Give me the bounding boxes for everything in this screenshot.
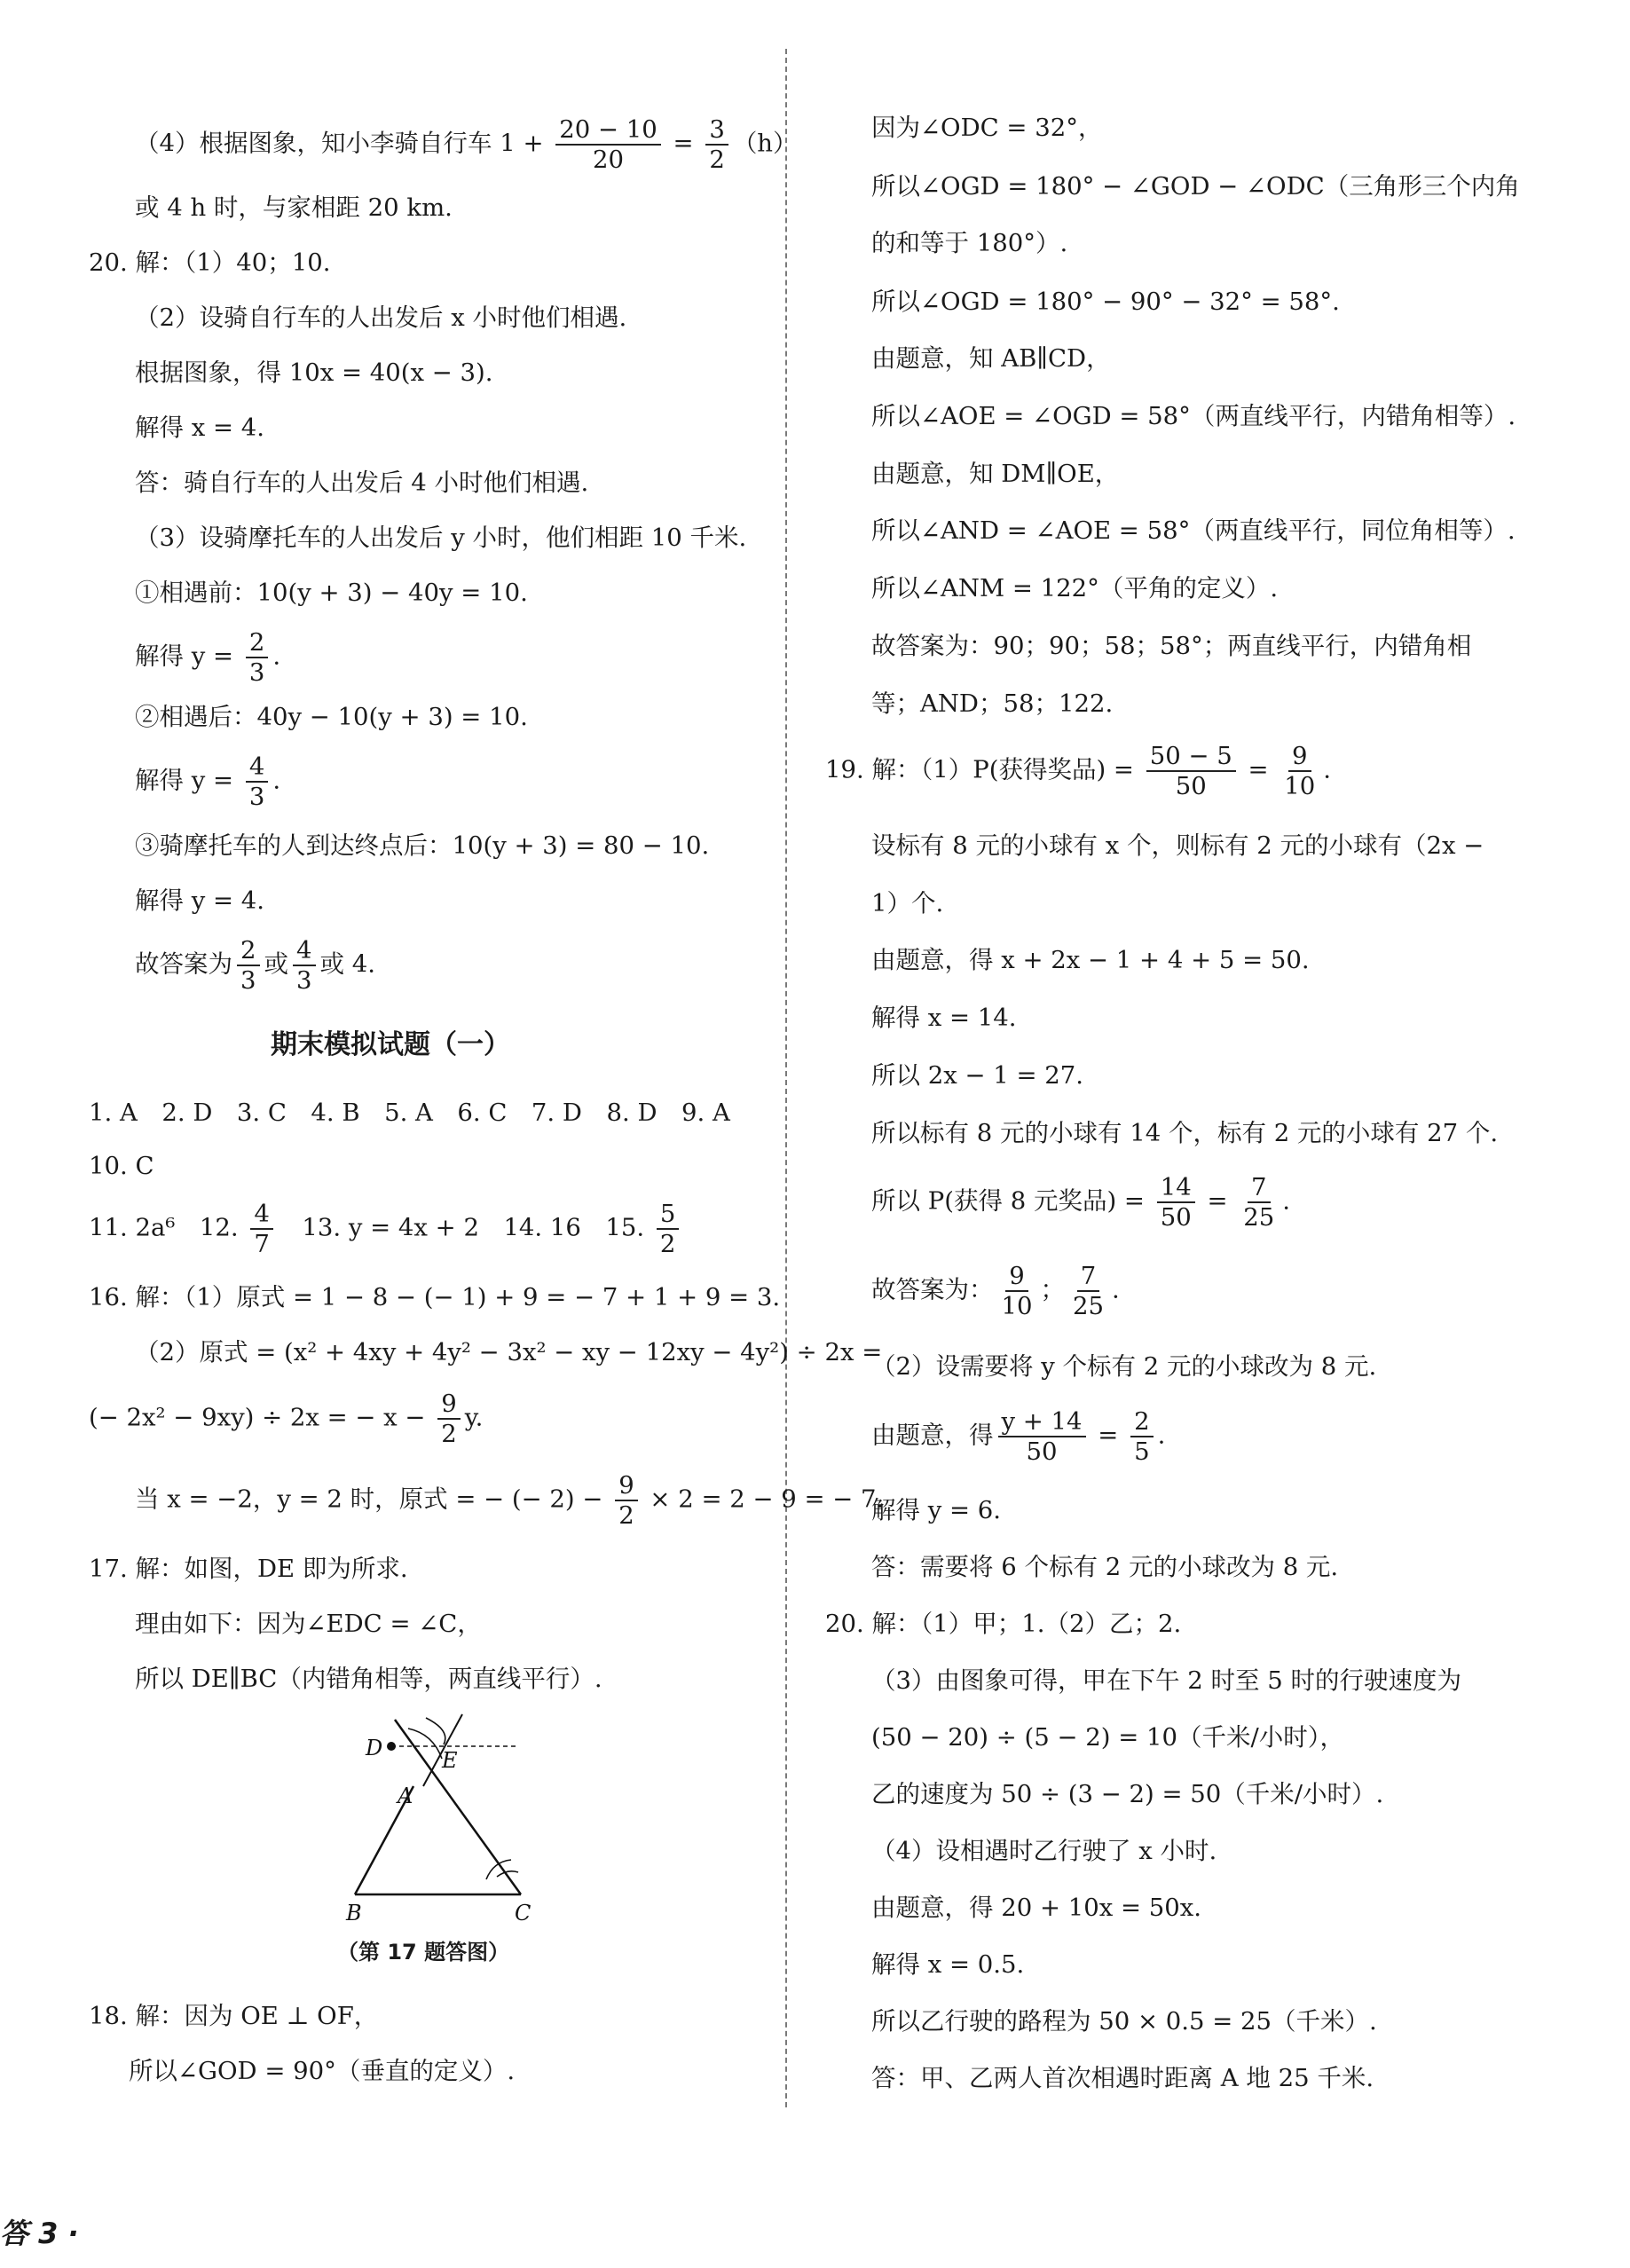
line-r20 (871, 1262, 1120, 1320)
denominator: 50 (1175, 772, 1207, 800)
denominator: 20 (593, 146, 625, 174)
denominator: 3 (240, 966, 256, 995)
text: . (272, 642, 281, 671)
numerator: y + 14 (998, 1407, 1086, 1437)
line-l15 (135, 936, 375, 995)
answers-line-3 (89, 1200, 683, 1258)
denominator: 25 (1073, 1292, 1104, 1320)
text: . (272, 766, 281, 795)
q18-line-1: 18. 解：因为 OE ⊥ OF， (89, 2002, 379, 2030)
text: 19. 解：（1）P(获得奖品) = (825, 755, 1142, 784)
text: 或 (264, 949, 288, 979)
fraction (250, 1200, 273, 1258)
numerator: 4 (293, 936, 316, 966)
text: = (1199, 1186, 1236, 1216)
answers-line-2: 10. C (89, 1152, 154, 1180)
line-r29: （4）设相遇时乙行驶了 x 小时. (871, 1837, 1217, 1865)
line-l13: ③骑摩托车的人到达终点后：10(y + 3) = 80 − 10. (135, 831, 710, 860)
line-r11: 等；AND；58；122. (871, 689, 1114, 718)
denominator: 3 (248, 783, 265, 811)
numerator: 4 (246, 752, 269, 783)
line-r15: 由题意，得 x + 2x − 1 + 4 + 5 = 50. (871, 946, 1310, 974)
text: （4）根据图象，知小李骑自行车 1 + (135, 129, 552, 158)
text: y. (464, 1403, 484, 1432)
column-divider (785, 49, 787, 2107)
numerator: 9 (1288, 742, 1311, 772)
line-r2: 所以∠OGD = 180° − ∠GOD − ∠ODC（三角形三个内角 (871, 172, 1520, 201)
q16-line-1: 16. 解：（1）原式 = 1 − 8 − (− 1) + 9 = − 7 + 1 + 9 = 3. (89, 1283, 781, 1311)
line-r25: 20. 解：（1）甲；1.（2）乙；2. (825, 1610, 1182, 1638)
line-l1 (135, 115, 798, 174)
line-l11: ②相遇后：40y − 10(y + 3) = 10. (135, 703, 528, 731)
text: = (1240, 755, 1277, 784)
denominator: 3 (296, 966, 312, 995)
label-d: D (366, 1736, 383, 1760)
line-l3: 20. 解：（1）40；10. (89, 248, 331, 277)
numerator: 50 − 5 (1146, 742, 1236, 772)
q17-line-2: 理由如下：因为∠EDC = ∠C， (135, 1610, 482, 1638)
line-r19 (871, 1173, 1290, 1232)
text: 13. y = 4x + 2 14. 16 15. (277, 1213, 652, 1242)
text: 所以 P(获得 8 元奖品) = (871, 1186, 1153, 1216)
denominator: 50 (1026, 1437, 1058, 1466)
fraction (615, 1471, 638, 1530)
line-r14: 1）个. (871, 889, 944, 917)
denominator: 5 (1134, 1437, 1150, 1466)
text: 故答案为 (135, 949, 232, 979)
line-r17: 所以 2x − 1 = 27. (871, 1061, 1084, 1090)
fraction (998, 1407, 1086, 1466)
fraction (293, 936, 316, 995)
text: 解得 y = (135, 766, 241, 795)
construction-arc (426, 1718, 445, 1744)
fraction (1240, 1173, 1278, 1232)
text: 当 x = −2，y = 2 时，原式 = − (− 2) − (135, 1484, 611, 1514)
numerator: 3 (705, 115, 728, 146)
numerator: 5 (657, 1200, 680, 1230)
text: 由题意，得 (871, 1421, 994, 1450)
text: 解得 y = (135, 642, 241, 671)
denominator: 10 (1001, 1292, 1033, 1320)
line-r30: 由题意，得 20 + 10x = 50x. (871, 1894, 1202, 1922)
label-b: B (346, 1901, 362, 1925)
line-l6: 解得 x = 4. (135, 413, 265, 442)
line-l10 (135, 628, 280, 687)
numerator: 9 (1005, 1262, 1028, 1292)
denominator: 10 (1284, 772, 1316, 800)
text: ； (1040, 1275, 1065, 1304)
q16-line-3 (89, 1390, 483, 1448)
text: 11. 2a⁶ 12. (89, 1213, 247, 1242)
label-a: A (398, 1784, 413, 1808)
q16-line-4 (135, 1471, 884, 1530)
fraction (1130, 1407, 1154, 1466)
fraction (998, 1262, 1036, 1320)
line-l7: 答：骑自行车的人出发后 4 小时他们相遇. (135, 469, 589, 497)
line-r26: （3）由图象可得，甲在下午 2 时至 5 时的行驶速度为 (871, 1666, 1461, 1695)
line-r22 (871, 1407, 1165, 1466)
line-l8: （3）设骑摩托车的人出发后 y 小时，他们相距 10 千米. (135, 524, 747, 552)
line-l12 (135, 752, 280, 811)
denominator: 3 (248, 658, 265, 687)
line-r13: 设标有 8 元的小球有 x 个，则标有 2 元的小球有（2x − (871, 831, 1484, 860)
fraction (246, 752, 269, 811)
line-l9: ①相遇前：10(y + 3) − 40y = 10. (135, 579, 528, 607)
fraction (657, 1200, 680, 1258)
text: (− 2x² − 9xy) ÷ 2x = − x − (89, 1403, 434, 1432)
line-r16: 解得 x = 14. (871, 1004, 1017, 1032)
numerator: 7 (1077, 1262, 1100, 1292)
denominator: 25 (1243, 1203, 1275, 1232)
fraction (1069, 1262, 1107, 1320)
answers-line-1: 1. A 2. D 3. C 4. B 5. A 6. C 7. D 8. D 9. A (89, 1099, 730, 1127)
fraction (437, 1390, 461, 1448)
denominator: 2 (441, 1420, 457, 1448)
line-l4: （2）设骑自行车的人出发后 x 小时他们相遇. (135, 303, 627, 332)
text: 故答案为： (871, 1275, 994, 1304)
denominator: 2 (618, 1501, 634, 1530)
denominator: 50 (1160, 1203, 1192, 1232)
text: （h） (732, 129, 798, 158)
numerator: 9 (437, 1390, 461, 1420)
text: . (1112, 1275, 1120, 1304)
fraction (705, 115, 728, 174)
line-r10: 故答案为：90；90；58；58°；两直线平行，内错角相 (871, 632, 1472, 660)
line-r6: 所以∠AOE = ∠OGD = 58°（两直线平行，内错角相等）. (871, 402, 1516, 430)
page-number: 答 3 · (0, 2217, 79, 2250)
numerator: 2 (237, 936, 260, 966)
denominator: 2 (709, 146, 725, 174)
line-r1: 因为∠ODC = 32°， (871, 114, 1103, 142)
numerator: 7 (1248, 1173, 1271, 1203)
line-r32: 所以乙行驶的路程为 50 × 0.5 = 25（千米）. (871, 2007, 1377, 2036)
line-r24: 答：需要将 6 个标有 2 元的小球改为 8 元. (871, 1553, 1339, 1581)
text: × 2 = 2 − 9 = − 7. (642, 1484, 885, 1514)
line-r5: 由题意，知 AB∥CD， (871, 344, 1111, 373)
text: . (1282, 1186, 1290, 1216)
figure-caption: （第 17 题答图） (337, 1940, 510, 1965)
point-d (387, 1742, 396, 1751)
text: 或 4. (319, 949, 375, 979)
q17-line-1: 17. 解：如图，DE 即为所求. (89, 1555, 408, 1583)
line-r27: (50 − 20) ÷ (5 − 2) = 10（千米/小时）， (871, 1723, 1344, 1752)
fraction (237, 936, 260, 995)
line-r33: 答：甲、乙两人首次相遇时距离 A 地 25 千米. (871, 2064, 1374, 2092)
text: = (665, 129, 702, 158)
text: . (1323, 755, 1332, 784)
section-title: 期末模拟试题（一） (271, 1029, 510, 1060)
q18-line-2: 所以∠GOD = 90°（垂直的定义）. (129, 2057, 516, 2085)
q17-line-3: 所以 DE∥BC（内错角相等，两直线平行）. (135, 1665, 602, 1693)
line-l5: 根据图象，得 10x = 40(x − 3). (135, 358, 493, 387)
line-r31: 解得 x = 0.5. (871, 1950, 1025, 1979)
fraction (1280, 742, 1319, 800)
line-l2: 或 4 h 时，与家相距 20 km. (135, 193, 453, 222)
numerator: 9 (615, 1471, 638, 1501)
denominator: 2 (659, 1230, 676, 1258)
label-c: C (515, 1901, 532, 1925)
q16-line-2: （2）原式 = (x² + 4xy + 4y² − 3x² − xy − 12xy − 4y²) ÷ 2x = (135, 1338, 883, 1366)
triangle-construction-figure (337, 1695, 550, 1925)
label-e: E (442, 1748, 458, 1773)
text: . (1157, 1421, 1166, 1450)
line-r21: （2）设需要将 y 个标有 2 元的小球改为 8 元. (871, 1352, 1377, 1381)
line-r4: 所以∠OGD = 180° − 90° − 32° = 58°. (871, 287, 1340, 316)
line-r9: 所以∠ANM = 122°（平角的定义）. (871, 574, 1279, 602)
numerator: 4 (250, 1200, 273, 1230)
text: = (1090, 1421, 1127, 1450)
line-r12 (825, 742, 1331, 800)
line-r23: 解得 y = 6. (871, 1496, 1002, 1524)
numerator: 20 − 10 (555, 115, 661, 146)
line-l14: 解得 y = 4. (135, 886, 265, 915)
line-r18: 所以标有 8 元的小球有 14 个，标有 2 元的小球有 27 个. (871, 1119, 1499, 1147)
fraction (1146, 742, 1236, 800)
fraction (246, 628, 269, 687)
denominator: 7 (254, 1230, 270, 1258)
fraction (1157, 1173, 1195, 1232)
line-r3: 的和等于 180°）. (871, 229, 1068, 257)
numerator: 14 (1157, 1173, 1195, 1203)
line-r7: 由题意，知 DM∥OE， (871, 460, 1120, 488)
numerator: 2 (1130, 1407, 1154, 1437)
fraction (555, 115, 661, 174)
line-r8: 所以∠AND = ∠AOE = 58°（两直线平行，同位角相等）. (871, 516, 1516, 545)
numerator: 2 (246, 628, 269, 658)
line-r28: 乙的速度为 50 ÷ (3 − 2) = 50（千米/小时）. (871, 1780, 1384, 1808)
